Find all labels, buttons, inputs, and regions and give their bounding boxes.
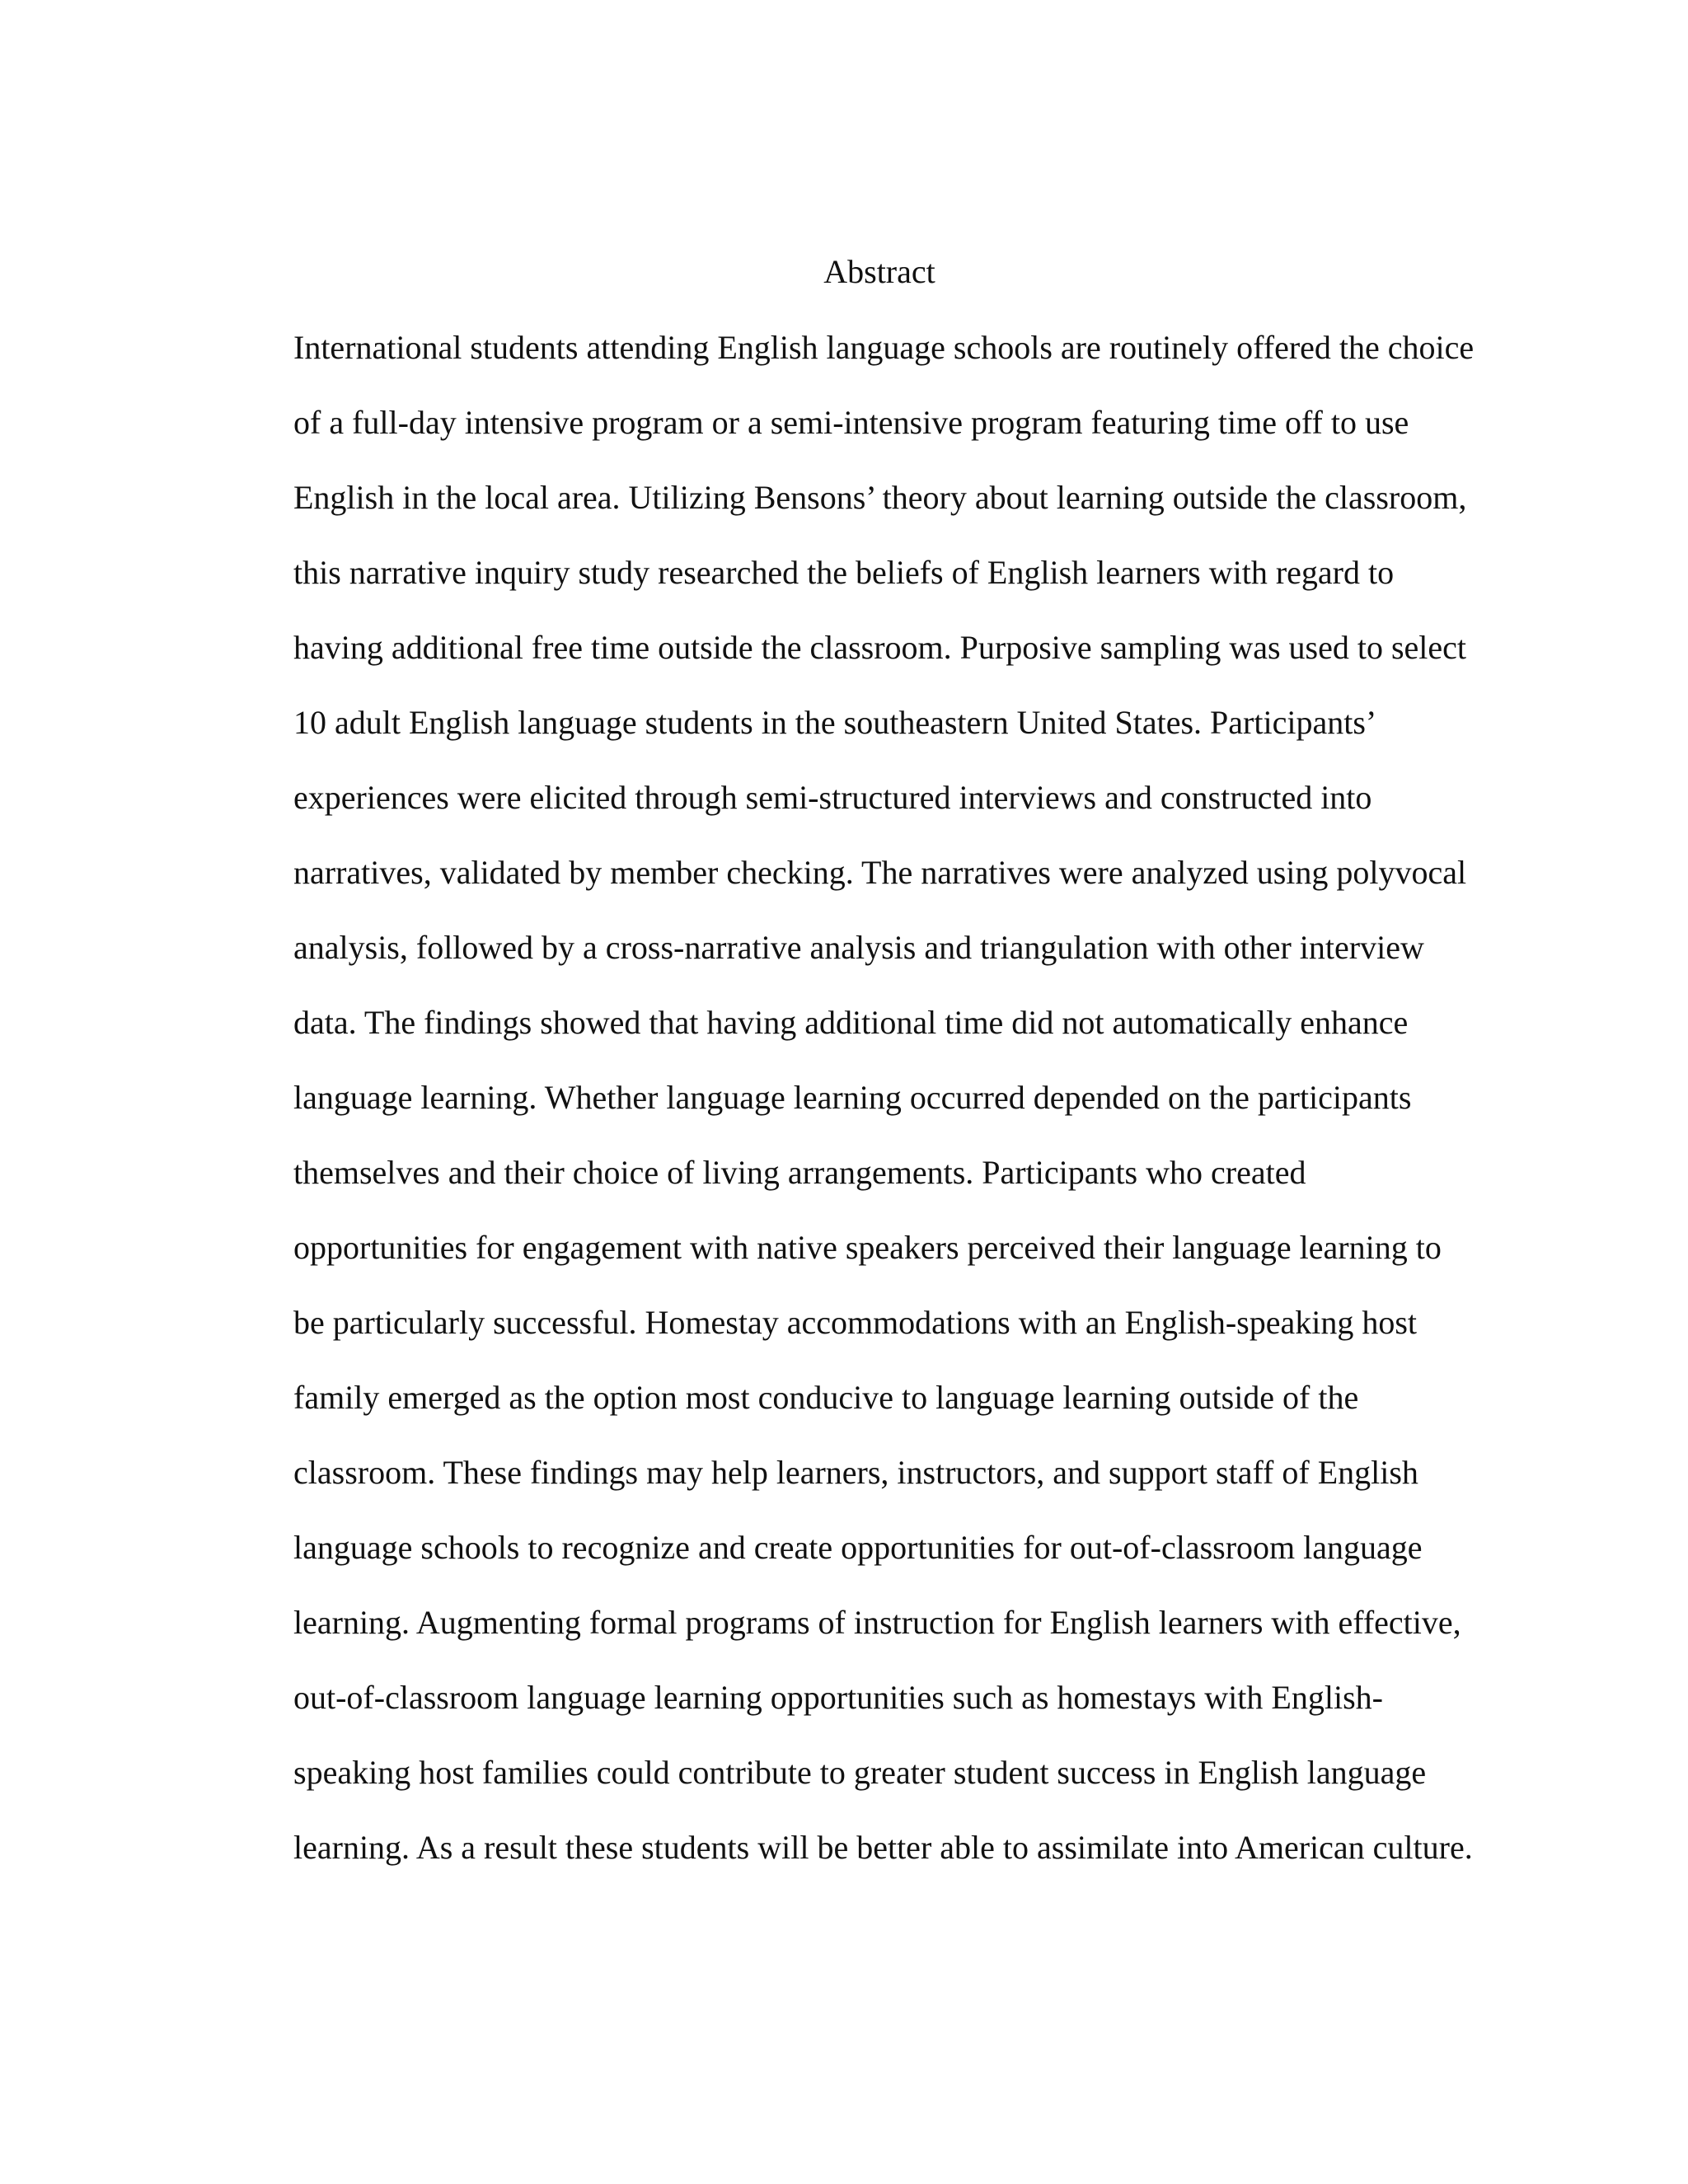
abstract-body (293, 325, 1480, 1900)
abstract-line: opportunities for engagement with native speakers perceived their language learning to (293, 1229, 1442, 1266)
page-title: Abstract (823, 253, 935, 290)
abstract-line: speaking host families could contribute to greater student success in English language (293, 1754, 1427, 1791)
abstract-line: learning. Augmenting formal programs of instruction for English learners with effective, (293, 1604, 1461, 1641)
abstract-line: language schools to recognize and create opportunities for out-of-classroom language (293, 1529, 1423, 1566)
abstract-line: experiences were elicited through semi-structured interviews and constructed into (293, 779, 1372, 816)
abstract-line: analysis, followed by a cross-narrative analysis and triangulation with other interview (293, 929, 1424, 966)
abstract-line: language learning. Whether language learning occurred depended on the participants (293, 1079, 1412, 1116)
abstract-line: out-of-classroom language learning opportunities such as homestays with English- (293, 1679, 1383, 1716)
abstract-line: narratives, validated by member checking. The narratives were analyzed using polyvocal (293, 854, 1467, 891)
abstract-line: having additional free time outside the classroom. Purposive sampling was used to select (293, 629, 1467, 666)
abstract-line: 10 adult English language students in the southeastern United States. Participants’ (293, 704, 1377, 741)
abstract-line: themselves and their choice of living arrangements. Participants who created (293, 1154, 1306, 1191)
abstract-line: this narrative inquiry study researched the beliefs of English learners with regard to (293, 554, 1395, 591)
abstract-line: learning. As a result these students will be better able to assimilate into American culture. (293, 1829, 1473, 1866)
abstract-line: data. The findings showed that having additional time did not automatically enhance (293, 1004, 1409, 1041)
abstract-line: English in the local area. Utilizing Bensons’ theory about learning outside the classroom, (293, 479, 1467, 516)
abstract-line: family emerged as the option most conducive to language learning outside of the (293, 1379, 1359, 1416)
abstract-line: be particularly successful. Homestay accommodations with an English-speaking host (293, 1304, 1418, 1341)
abstract-line: classroom. These findings may help learners, instructors, and support staff of English (293, 1454, 1418, 1491)
abstract-line: International students attending English language schools are routinely offered the choice (293, 329, 1475, 366)
abstract-line: of a full-day intensive program or a semi-intensive program featuring time off to use (293, 404, 1409, 441)
